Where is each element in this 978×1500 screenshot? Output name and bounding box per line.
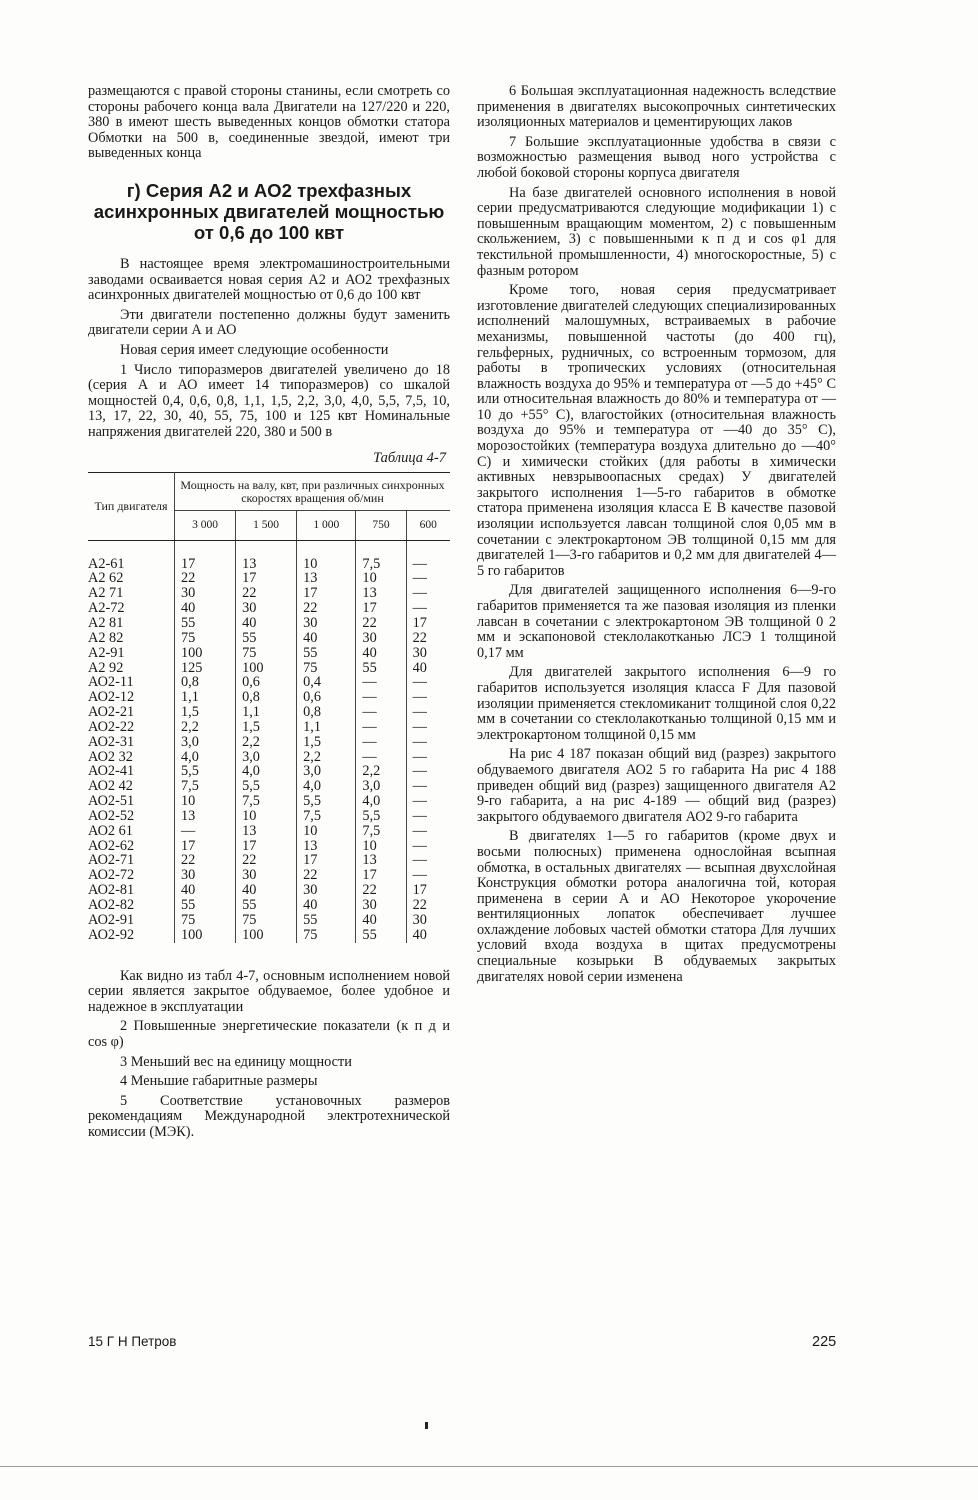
power-cell: 125 [181, 659, 203, 676]
motor-type-cell: А2-72 [88, 601, 175, 616]
speed-header: 3 000 [175, 511, 236, 541]
motor-type-cell: АО2-81 [88, 883, 175, 898]
power-cell: 0,6 [236, 675, 297, 690]
speed-header: 1 000 [297, 511, 356, 541]
power-cell: 30 [297, 616, 356, 631]
power-cell: — [406, 690, 450, 705]
power-cell: 22 [297, 868, 356, 883]
power-cell: 55 [356, 661, 406, 676]
power-cell: 7,5 [181, 778, 199, 795]
power-cell: — [356, 690, 406, 705]
motor-type-cell: А2 81 [88, 616, 175, 631]
paragraph: В двигателях 1—5 го габаритов (кроме двух и восьми полюсных) применена однослойная всыпная обмотка, в остальных двигателях — всыпная двухслойная Конструкция обмотки ротора аналогична той, которая применена в серии А и АО Некоторое укорочение вентиляционных лопаток обеспечивает лучшее охлаждение лобовых частей обмотки статора Для лучших условий входа воздуха в щитах предусмотрены специальные козырьки В обдуваемых закрытых двигателях новой серии изменена [477, 828, 836, 985]
paragraph: 3 Меньший вес на единицу мощности [120, 1053, 352, 1070]
power-cell: 55 [236, 898, 297, 913]
power-cell: — [406, 586, 450, 601]
motor-type-cell: А2 92 [88, 661, 175, 676]
power-group-header: Мощность на валу, квт, при различных синхронных скоростях вращения об/мин [175, 473, 451, 511]
power-cell: 10 [181, 793, 196, 810]
power-cell: 40 [236, 883, 297, 898]
power-cell: 55 [297, 913, 356, 928]
power-cell: 7,5 [356, 540, 406, 571]
motor-type-cell: АО2-21 [88, 705, 175, 720]
power-cell: 55 [356, 928, 406, 943]
power-cell: 30 [356, 898, 406, 913]
power-cell: 17 [406, 883, 450, 898]
power-cell: 5,5 [236, 779, 297, 794]
power-cell: 75 [297, 661, 356, 676]
scan-edge-mark [0, 1466, 978, 1467]
power-cell: 4,0 [236, 764, 297, 779]
power-cell: 40 [406, 928, 450, 943]
motor-type-cell: А2 71 [88, 586, 175, 601]
motor-type-cell: АО2-91 [88, 913, 175, 928]
power-cell: 30 [181, 867, 196, 884]
motor-type-cell: АО2-52 [88, 809, 175, 824]
motor-type-cell: А2 82 [88, 631, 175, 646]
power-cell: — [406, 868, 450, 883]
paragraph: Новая серия имеет следующие особенности [120, 341, 389, 358]
paragraph: Как видно из табл 4-7, основным исполнением новой серии является закрытое обдуваемое, более удобное и надежное в эксплуатации [88, 967, 450, 1015]
paragraph: 7 Большие эксплуатационные удобства в связи с возможностью размещения вывод ного устройства с любой боковой стороны корпуса двигателя [477, 133, 836, 181]
left-column [88, 84, 450, 1144]
motor-type-cell: А2-61 [88, 540, 175, 571]
table-row [88, 571, 450, 586]
table-row [88, 913, 450, 928]
power-cell: — [406, 794, 450, 809]
motor-type-cell: АО2-12 [88, 690, 175, 705]
power-cell: 4,0 [297, 779, 356, 794]
power-cell: 17 [236, 839, 297, 854]
power-cell: 5,5 [297, 794, 356, 809]
table-row [88, 779, 450, 794]
table-row [88, 750, 450, 765]
power-cell: 10 [356, 839, 406, 854]
table-row [88, 540, 450, 571]
table-row [88, 601, 450, 616]
power-cell: 13 [356, 853, 406, 868]
power-cell: 100 [236, 928, 297, 943]
type-column-header: Тип двигателя [88, 473, 175, 541]
table-row [88, 883, 450, 898]
power-cell: 1,1 [236, 705, 297, 720]
paragraph: 1 Число типоразмеров двигателей увеличено до 18 (серия А и АО имеет 14 типоразмеров) со шкалой мощностей 0,4, 0,6, 0,8, 1,1, 1,5, 2,2, 3,0, 4,0, 5,5, 7,5, 10, 13, 17, 22, 30, 40, 55, 75, 100 и 125 квт Номинальные напряжения двигателей 220, 380 и 500 в [88, 361, 450, 440]
page-number: 225 [812, 1334, 837, 1350]
paragraph: 2 Повышенные энергетические показатели (к п д и cos φ) [88, 1018, 450, 1050]
power-cell: 7,5 [297, 809, 356, 824]
paragraph: Для двигателей защищенного исполнения 6—9-го габаритов применяется та же пазовая изоляция из пленки лавсан в сочетании с электрокартоном ЭВ толщиной 0 2 мм и эскапоновой стеклолакотканью ЛСЭ 1 толщиной 0,17 мм [477, 582, 836, 661]
power-cell: — [406, 809, 450, 824]
power-cell: 0,8 [297, 705, 356, 720]
motor-type-cell: АО2-62 [88, 839, 175, 854]
power-cell: 100 [236, 661, 297, 676]
table-row [88, 764, 450, 779]
power-cell: 22 [236, 853, 297, 868]
paragraph: Кроме того, новая серия предусматривает изготовление двигателей следующих специализированных исполнений малошумных, встраиваемых в рабочие механизмы, повышенной частоты (до 400 гц), гельферных, рудничных, со встроенным тормозом, для работы в тропических условиях (относительная влажность воздуха до 95% и температура от —5 до +45° С или относительная влажность до 80% и температура от —10 до +55° С), влагостойких (относительная влажность воздуха до 95% и температура от —40 до 35° С), морозостойких (температура воздуха длительно до —40° С) и химически стойких (для работы в химически активных невзрывоопасных средах) У двигателей закрытого исполнения 1—5-го габаритов в обмотке статора применена изоляция класса Е В качестве пазовой изоляции используется лавсан толщиной слоя 0,05 мм в сочетании с электрокартоном ЭВ толщиной 0,15 мм для двигателей 1—3-го габаритов и 0,2 мм для двигателей 4—5 го габаритов [477, 282, 836, 579]
motor-type-cell: АО2-72 [88, 868, 175, 883]
scan-speck [425, 1422, 428, 1429]
power-cell: 4,0 [181, 748, 199, 765]
power-cell: — [406, 735, 450, 750]
power-cell: — [356, 705, 406, 720]
power-cell: 13 [356, 586, 406, 601]
power-cell: 2,2 [181, 718, 199, 735]
power-cell: 17 [356, 601, 406, 616]
table-row [88, 794, 450, 809]
power-cell: 55 [181, 897, 196, 913]
power-cell: — [406, 601, 450, 616]
paragraph: На рис 4 187 показан общий вид (разрез) закрытого обдуваемого двигателя АО2 5 го габарита На рис 4 188 приведен общий вид (разрез) защищенного двигателя А2 9-го габарита, а на рис 4-189 — общий вид (разрез) закрытого обдуваемого двигателя АО2 9-го габарита [477, 746, 836, 825]
paragraph: размещаются с правой стороны станины, если смотреть со стороны рабочего конца вала Двигатели на 127/220 и 220, 380 в имеют шесть выведенных концов обмотки статора Обмотки на 500 в, соединенные звездой, имеют три выведенных конца [88, 83, 450, 162]
power-cell: — [406, 705, 450, 720]
power-cell: 17 [297, 586, 356, 601]
power-cell: 1,1 [297, 720, 356, 735]
power-cell: 13 [236, 540, 297, 571]
power-cell: 100 [181, 926, 203, 943]
power-cell: 17 [356, 868, 406, 883]
power-cell: 5,5 [356, 809, 406, 824]
table-row [88, 586, 450, 601]
power-cell: 22 [297, 601, 356, 616]
power-cell: 22 [181, 852, 196, 869]
power-cell: 22 [406, 631, 450, 646]
power-cell: — [181, 822, 196, 839]
power-cell: — [406, 750, 450, 765]
motor-type-cell: АО2 42 [88, 779, 175, 794]
power-cell: 3,0 [181, 733, 199, 750]
power-cell: — [406, 779, 450, 794]
power-cell: 1,5 [236, 720, 297, 735]
paragraph: 6 Большая эксплуатационная надежность вследствие применения в двигателях высокопрочных синтетических изоляционных материалов и цементирующих лаков [477, 83, 836, 131]
power-cell: 17 [181, 555, 196, 572]
power-cell: 0,6 [297, 690, 356, 705]
power-cell: 75 [297, 928, 356, 943]
power-cell: 5,5 [181, 763, 199, 780]
table-row [88, 631, 450, 646]
table-row [88, 661, 450, 676]
power-cell: 40 [356, 913, 406, 928]
paragraph: Эти двигатели постепенно должны будут заменить двигатели серии А и АО [88, 306, 450, 339]
power-cell: 40 [236, 616, 297, 631]
power-cell: 55 [236, 631, 297, 646]
power-cell: — [356, 720, 406, 735]
power-cell: 22 [236, 586, 297, 601]
power-cell: 0,4 [297, 675, 356, 690]
motor-type-cell: АО2 32 [88, 750, 175, 765]
power-cell: — [406, 764, 450, 779]
table-row [88, 824, 450, 839]
motor-type-cell: А2 62 [88, 571, 175, 586]
power-cell: — [356, 735, 406, 750]
power-cell: 75 [181, 629, 196, 646]
motor-type-cell: АО2-11 [88, 675, 175, 690]
power-cell: 40 [297, 631, 356, 646]
table-body [88, 540, 450, 942]
paragraph: На базе двигателей основного исполнения в новой серии предусматриваются следующие модификации 1) с повышенным вращающим моментом, 2) с повышенным скольжением, 3) с повышенными к п д и cos φ1 для текстильной промышленности, 4) многоскоростные, 5) с фазным ротором [477, 184, 836, 279]
power-cell: — [406, 540, 450, 571]
power-cell: 22 [356, 616, 406, 631]
motor-type-cell: АО2 61 [88, 824, 175, 839]
power-cell: 17 [236, 571, 297, 586]
power-cell: 2,2 [356, 764, 406, 779]
power-cell: 3,0 [297, 764, 356, 779]
power-cell: 17 [297, 853, 356, 868]
power-cell: 3,0 [236, 750, 297, 765]
power-cell: 13 [236, 824, 297, 839]
motor-type-cell: АО2-92 [88, 928, 175, 943]
motor-type-cell: АО2-82 [88, 898, 175, 913]
right-column [477, 84, 836, 989]
power-cell: — [406, 571, 450, 586]
motor-power-table [88, 472, 450, 942]
power-cell: 40 [181, 600, 196, 617]
power-cell: 10 [297, 540, 356, 571]
power-cell: 22 [181, 570, 196, 587]
power-cell: 2,2 [236, 735, 297, 750]
paragraph: Для двигателей закрытого исполнения 6—9 го габаритов используется изоляция класса F Для пазовой изоляции применяется стекломиканит толщиной слоя 0,22 мм в сочетании со стеклолакотканью толщиной 0,15 мм и электрокартоном толщиной 0,15 мм [477, 664, 836, 743]
power-cell: 10 [236, 809, 297, 824]
power-cell: 0,8 [236, 690, 297, 705]
power-cell: 17 [181, 837, 196, 854]
paragraph: 5 Соответствие установочных размеров рекомендациям Международной электротехнической комиссии (МЭК). [88, 1092, 450, 1140]
power-cell: — [406, 675, 450, 690]
power-cell: 1,5 [297, 735, 356, 750]
power-cell: 30 [181, 585, 196, 602]
table-row [88, 646, 450, 661]
power-cell: — [406, 720, 450, 735]
power-cell: — [406, 824, 450, 839]
motor-type-cell: АО2-31 [88, 735, 175, 750]
power-cell: 75 [236, 913, 297, 928]
table-row [88, 868, 450, 883]
table-row [88, 735, 450, 750]
power-cell: 40 [297, 898, 356, 913]
motor-type-cell: А2-91 [88, 646, 175, 661]
power-cell: 30 [356, 631, 406, 646]
power-cell: 30 [236, 601, 297, 616]
power-cell: 75 [236, 646, 297, 661]
power-cell: 30 [236, 868, 297, 883]
table-row [88, 809, 450, 824]
power-cell: — [406, 853, 450, 868]
motor-type-cell: АО2-71 [88, 853, 175, 868]
table-row [88, 705, 450, 720]
power-cell: 1,5 [181, 704, 199, 721]
power-cell: 10 [297, 824, 356, 839]
power-cell: 40 [181, 882, 196, 899]
table-caption: Таблица 4-7 [373, 449, 446, 466]
paragraph: 4 Меньшие габаритные размеры [120, 1073, 318, 1090]
table-row [88, 616, 450, 631]
table-row [88, 675, 450, 690]
speed-header: 1 500 [236, 511, 297, 541]
section-heading: г) Серия А2 и АО2 трехфазных асинхронных двигателей мощностью от 0,6 до 100 квт [93, 179, 445, 243]
speed-header: 600 [406, 511, 450, 541]
power-cell: 30 [406, 913, 450, 928]
power-cell: 55 [297, 646, 356, 661]
footer-signature: 15 Г Н Петров [88, 1334, 177, 1349]
motor-type-cell: АО2-22 [88, 720, 175, 735]
table-row [88, 898, 450, 913]
power-cell: 30 [406, 646, 450, 661]
motor-type-cell: АО2-41 [88, 764, 175, 779]
power-cell: 4,0 [356, 794, 406, 809]
power-cell: — [356, 750, 406, 765]
power-cell: 10 [356, 571, 406, 586]
paragraph: В настоящее время электромашиностроительными заводами осваивается новая серия А2 и АО2 трехфазных асинхронных двигателей мощностью от 0,6 до 100 квт [88, 255, 450, 304]
power-cell: 17 [406, 616, 450, 631]
power-cell: 13 [181, 807, 196, 824]
table-row [88, 928, 450, 943]
power-cell: 22 [356, 883, 406, 898]
power-cell: 3,0 [356, 779, 406, 794]
power-cell: 40 [406, 661, 450, 676]
power-cell: 2,2 [297, 750, 356, 765]
power-cell: 55 [181, 614, 196, 631]
power-cell: 40 [356, 646, 406, 661]
power-cell: 0,8 [181, 674, 199, 691]
table-row [88, 690, 450, 705]
power-cell: 13 [297, 571, 356, 586]
power-cell: 75 [181, 911, 196, 928]
power-cell: 30 [297, 883, 356, 898]
power-cell: — [406, 839, 450, 854]
table-row [88, 720, 450, 735]
power-cell: 22 [406, 898, 450, 913]
motor-type-cell: АО2-51 [88, 794, 175, 809]
power-cell: 7,5 [356, 824, 406, 839]
power-cell: 1,1 [181, 689, 199, 706]
power-cell: 100 [181, 644, 203, 661]
speed-header: 750 [356, 511, 406, 541]
power-cell: 13 [297, 839, 356, 854]
power-cell: 7,5 [236, 794, 297, 809]
table-row [88, 853, 450, 868]
power-cell: — [356, 675, 406, 690]
table-row [88, 839, 450, 854]
